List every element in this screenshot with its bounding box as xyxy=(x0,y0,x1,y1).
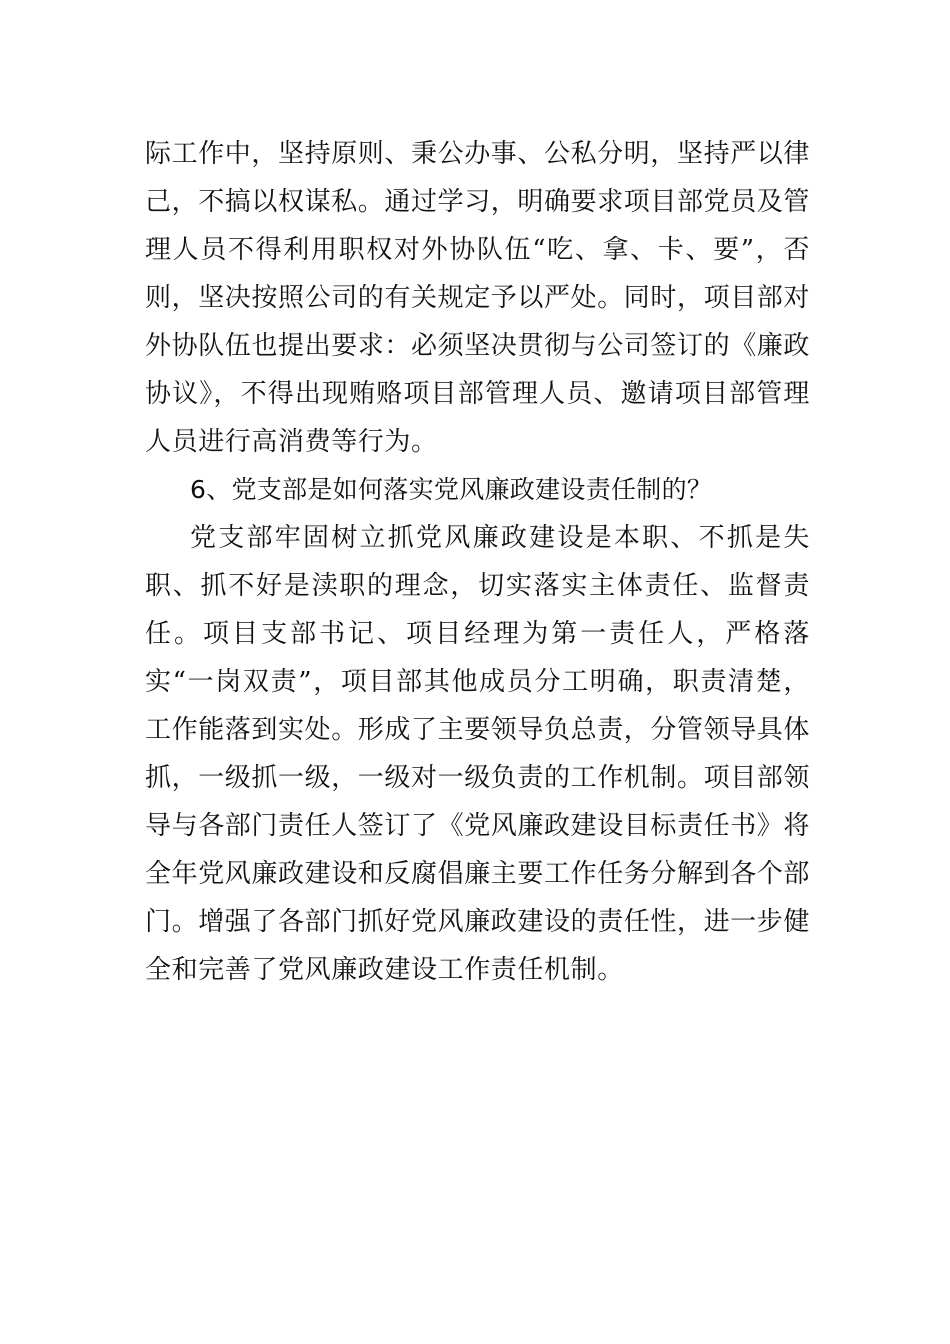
document-body xyxy=(145,130,810,994)
section-heading: 6、党支部是如何落实党风廉政建设责任制的？ xyxy=(190,475,713,504)
paragraph-continuation: 际工作中，坚持原则、秉公办事、公私分明，坚持严以律己，不搞以权谋私。通过学习，明确要求项目部党员及管理人员不得利用职权对外协队伍“吃、拿、卡、要”，否则，坚决按照公司的有关规定予以严处。同时，项目部对外协队伍也提出要求：必须坚决贯彻与公司签订的《廉政协议》，不得出现贿赂项目部管理人员、邀请项目部管理人员进行高消费等行为。 xyxy=(145,139,811,457)
paragraph-answer: 党支部牢固树立抓党风廉政建设是本职、不抓是失职、抓不好是渎职的理念，切实落实主体责任、监督责任。项目支部书记、项目经理为第一责任人，严格落实“一岗双责”，项目部其他成员分工明确，职责清楚，工作能落到实处。形成了主要领导负总责，分管领导具体抓，一级抓一级，一级对一级负责的工作机制。项目部领导与各部门责任人签订了《党风廉政建设目标责任书》将全年党风廉政建设和反腐倡廉主要工作任务分解到各个部门。增强了各部门抓好党风廉政建设的责任性，进一步健全和完善了党风廉政建设工作责任机制。 xyxy=(145,523,811,985)
